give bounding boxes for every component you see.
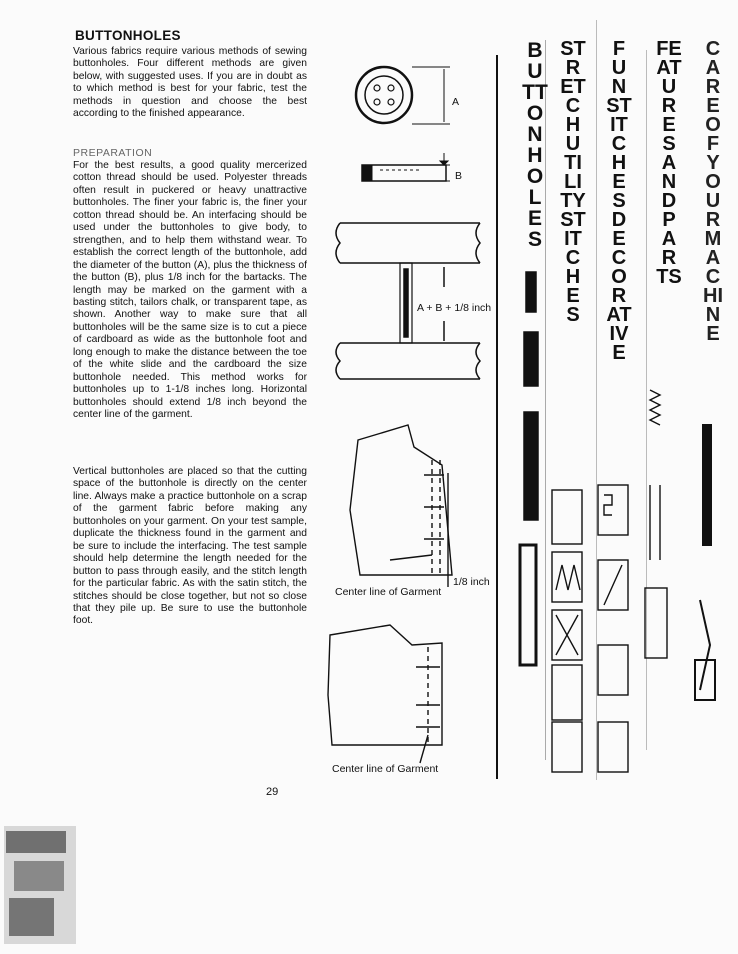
preparation-subheading: PREPARATION [73,147,153,159]
button-illustration [356,67,450,124]
buttonhole-stitch-icons [520,272,538,665]
tab-stretch-utility-stitches[interactable]: STRETCH UTILITY STITCHES [560,38,586,326]
label-eighth-inch: 1/8 inch [453,576,490,588]
button-thickness-illustration [362,153,450,181]
fabric-strip-illustration [336,223,480,379]
stretch-stitch-icons [552,490,582,772]
preparation-paragraph: For the best results, a good quality mercerized cotton thread should be used. Polyester threads often result in puckered or heavy unattractive buttonholes. The finer your fabric is, the finer your cotton thread should be. An interfacing should be used under the buttonholes to give body, to strengthen, and to help them withstand wear. To establish the correct length of the buttonhole, add the diameter of the button (A), plus the thickness of the button (B), plus 1/8 inch for the bartacks. The length may be marked on the garment with a basting stitch, tailors chalk, or transparent tape, as shown. Another way to make sure that all buttonholes will be the same size is to cut a piece of cardboard as wide as the buttonhole foot and long enough to make the distance between the toe of the white slide and the cardboard the size buttonhole needed. This method works for buttonholes up to 1-1/8 inches long. Horizontal buttonholes should extend 1/8 inch beyond the center line of the garment. [73,160,307,421]
intro-paragraph: Various fabrics require various methods of sewing buttonholes. Four different methods are given below, with suggested uses. If you are in doubt as to which method is best for your fabric, test the methods in question and choose the best according to the finished appearance. [73,46,307,120]
garment-horizontal-illustration [350,425,452,587]
label-b: B [455,170,463,182]
tab-features-and-parts[interactable]: FEATURES AND PARTS [656,38,682,288]
label-a: A [452,96,460,108]
scan-noise-artifact [4,826,76,944]
tab-buttonholes[interactable]: BUTTONHOLES [522,39,548,251]
care-icons [695,425,715,700]
buttonhole-diagrams [320,55,505,785]
tab-care-of-your-machine[interactable]: CARE OF YOUR MACHINE [703,38,723,345]
caption-center-line-1: Center line of Garment [335,586,442,598]
page-number: 29 [266,786,279,798]
label-length: A + B + 1/8 inch [417,302,492,314]
features-icons [645,390,667,658]
tab-stitch-icons [510,260,738,780]
decorative-stitch-icons [598,485,628,772]
tab-fun-stitches-decorative[interactable]: FUN STITCHES DECORATIVE [606,38,632,364]
caption-center-line-2: Center line of Garment [332,763,439,775]
section-heading: BUTTONHOLES [75,28,181,43]
vertical-buttonholes-paragraph: Vertical buttonholes are placed so that the cutting space of the buttonhole is directly on the center line. Always make a practice buttonhole on a scrap of the garment fabric before making any buttonholes on your garment. On your test sample, duplicate the thickness found in the garment and be sure to include the interfacing. The test sample should help determine the length needed for the button to pass through easily, and the stitch length for the particular fabric. As with the satin stitch, the stitches should be close together, but not so close that they pile up. Be sure to use the buttonhole foot. [73,466,307,627]
garment-vertical-illustration [328,625,442,763]
